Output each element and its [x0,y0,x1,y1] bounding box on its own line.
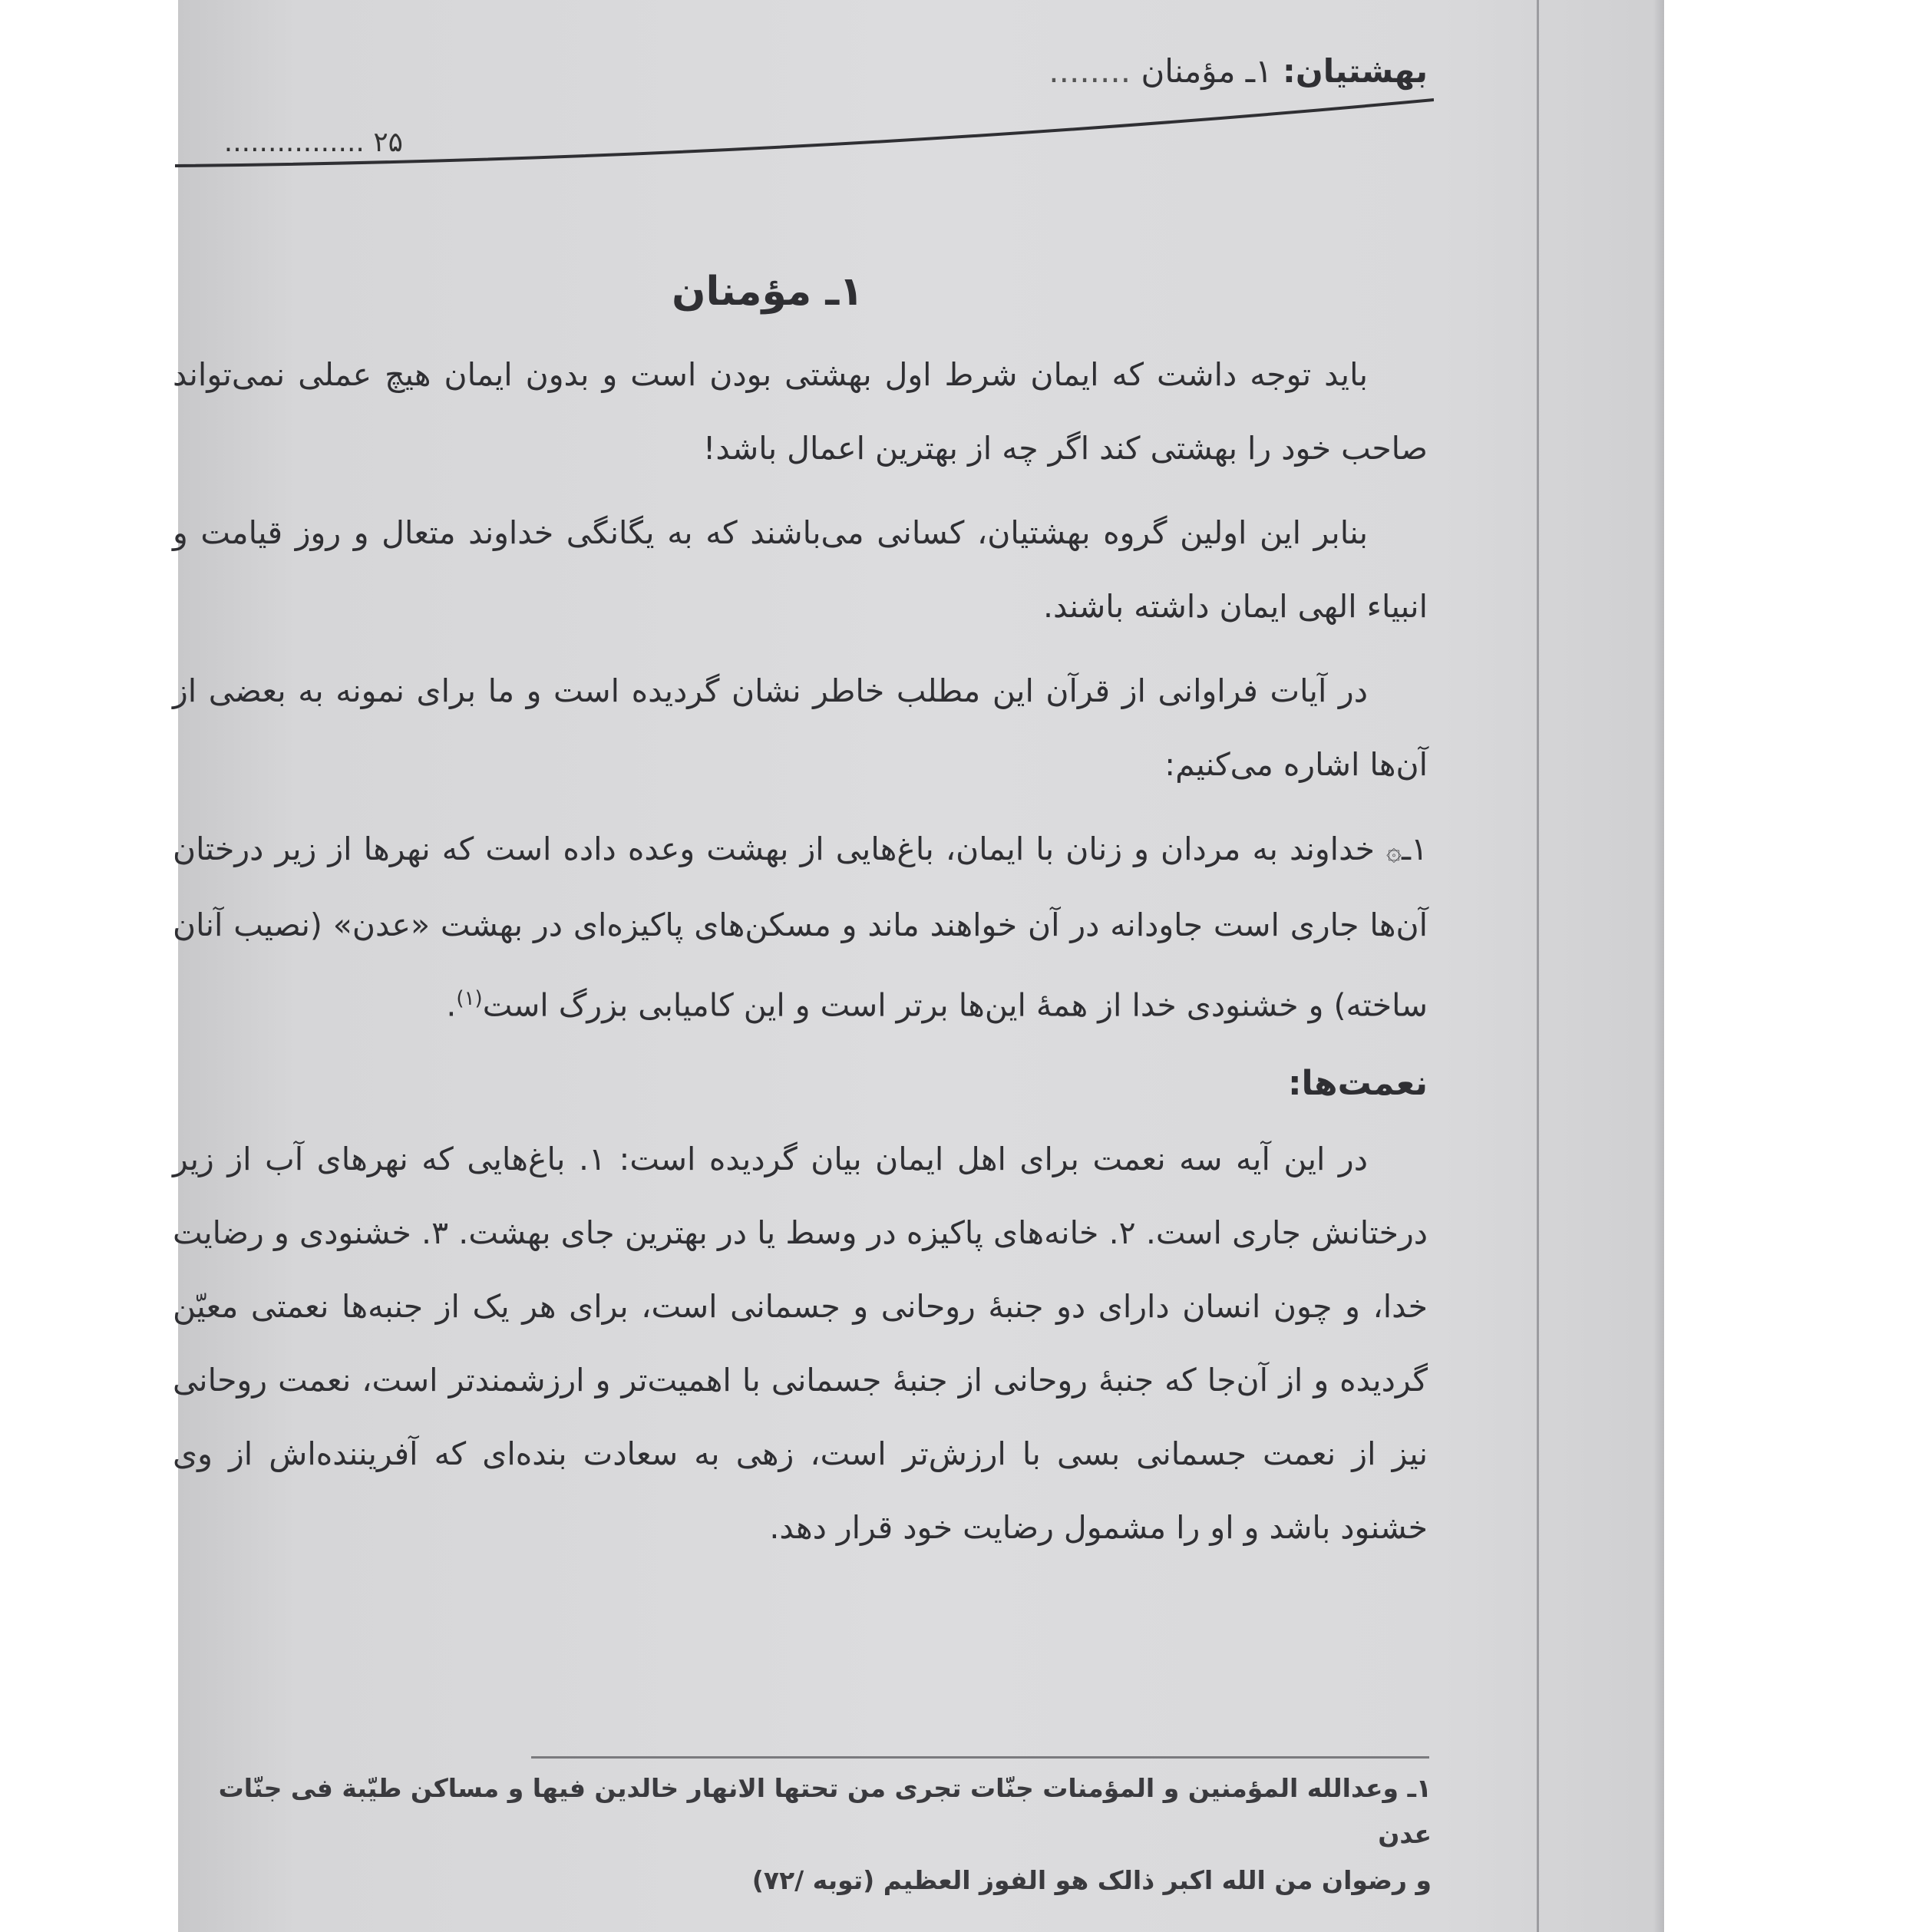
verse-marker: ۱ـ [1401,831,1428,867]
leader-dots: ................ [223,127,365,158]
blessings-paragraph: در این آیه سه نعمت برای اهل ایمان بیان گردیده است: ۱. باغ‌هایی که نهرهای آب از زیر درختانش جاری است. ۲. خانه‌های پاکیزه در وسط یا در بهترین جای بهشت. ۳. خشنودی و رضایت خدا، و چون انسان دارای دو جنبهٔ روحانی و جسمانی است، برای هر یک از جنبه‌ها نعمتی معیّن گردیده و از آن‌جا که جنبهٔ روحانی از جنبهٔ جسمانی با اهمیت‌تر و ارزشمندتر است، نعمت روحانی نیز از نعمت جسمانی بسی با ارزش‌تر است، زهی به سعادت بنده‌ای که آفریننده‌اش از وی خشنود باشد و او را مشمول رضایت خود قرار دهد. [173,1140,1428,1546]
verse-translation: ۱ـ۞ خداوند به مردان و زنان با ایمان، باغ‌هایی از بهشت وعده داده است که نهرها از زیر درختان آن‌ها جاری است جاودانه در آن خواهند ماند و مسکن‌های پاکیزه‌ای در بهشت «عدن» (نصیب آنان ساخته) و خشنودی خدا از همهٔ این‌ها برتر است و این کامیابی بزرگ است$^{(۱)}$. [173,831,1428,1024]
running-head-dots: ........ [1049,52,1131,90]
noor-icon: ۞ [1386,836,1402,867]
footnotes [173,1765,1432,1904]
page-number-line [173,127,403,165]
paragraph: بنابر این اولین گروه بهشتیان، کسانی می‌باشند که به یگانگی خداوند متعال و روز قیامت و انبیاء الهی ایمان داشته باشند. [173,514,1428,625]
verse-text: خداوند به مردان و زنان با ایمان، باغ‌هایی از بهشت وعده داده است که نهرها از زیر درختان آن‌ها جاری است جاودانه در آن خواهند ماند و مسکن‌های پاکیزه‌ای در بهشت «عدن» (نصیب آنان ساخته) و خشنودی خدا از همهٔ این‌ها برتر است و این کامیابی بزرگ است [173,831,1428,1024]
page-fold-line [1537,0,1539,1932]
paragraph: باید توجه داشت که ایمان شرط اول بهشتی بودن است و بدون ایمان هیچ عملی نمی‌تواند صاحب خود را بهشتی کند اگر چه از بهترین اعمال باشد! [173,356,1428,467]
footnote-rule [531,1756,1429,1759]
page-edge [1653,0,1664,1932]
main-text [173,338,1428,1575]
paragraph: در آیات فراوانی از قرآن این مطلب خاطر نشان گردیده است و ما برای نمونه به بعضی از آن‌ها اشاره می‌کنیم: [173,672,1428,783]
footnote-ref: (۱) [456,987,483,1010]
running-head-section: ۱ـ مؤمنان [1141,52,1273,90]
running-head-title: بهشتیان: [1283,52,1428,90]
chapter-title: ۱ـ مؤمنان [672,269,864,315]
section-heading: نعمت‌ها: [1287,1063,1428,1103]
footnote-line: و رضوان من الله اکبر ذالک هو الفوز العظیم (توبه /۷۲) [751,1865,1432,1895]
page-number: ۲۵ [373,127,403,158]
footnote-line: ۱ـ وعدالله المؤمنین و المؤمنات جنّات تجری من تحتها الانهار خالدین فیها و مساکن طیّبة فی جنّات عدن [218,1773,1432,1849]
